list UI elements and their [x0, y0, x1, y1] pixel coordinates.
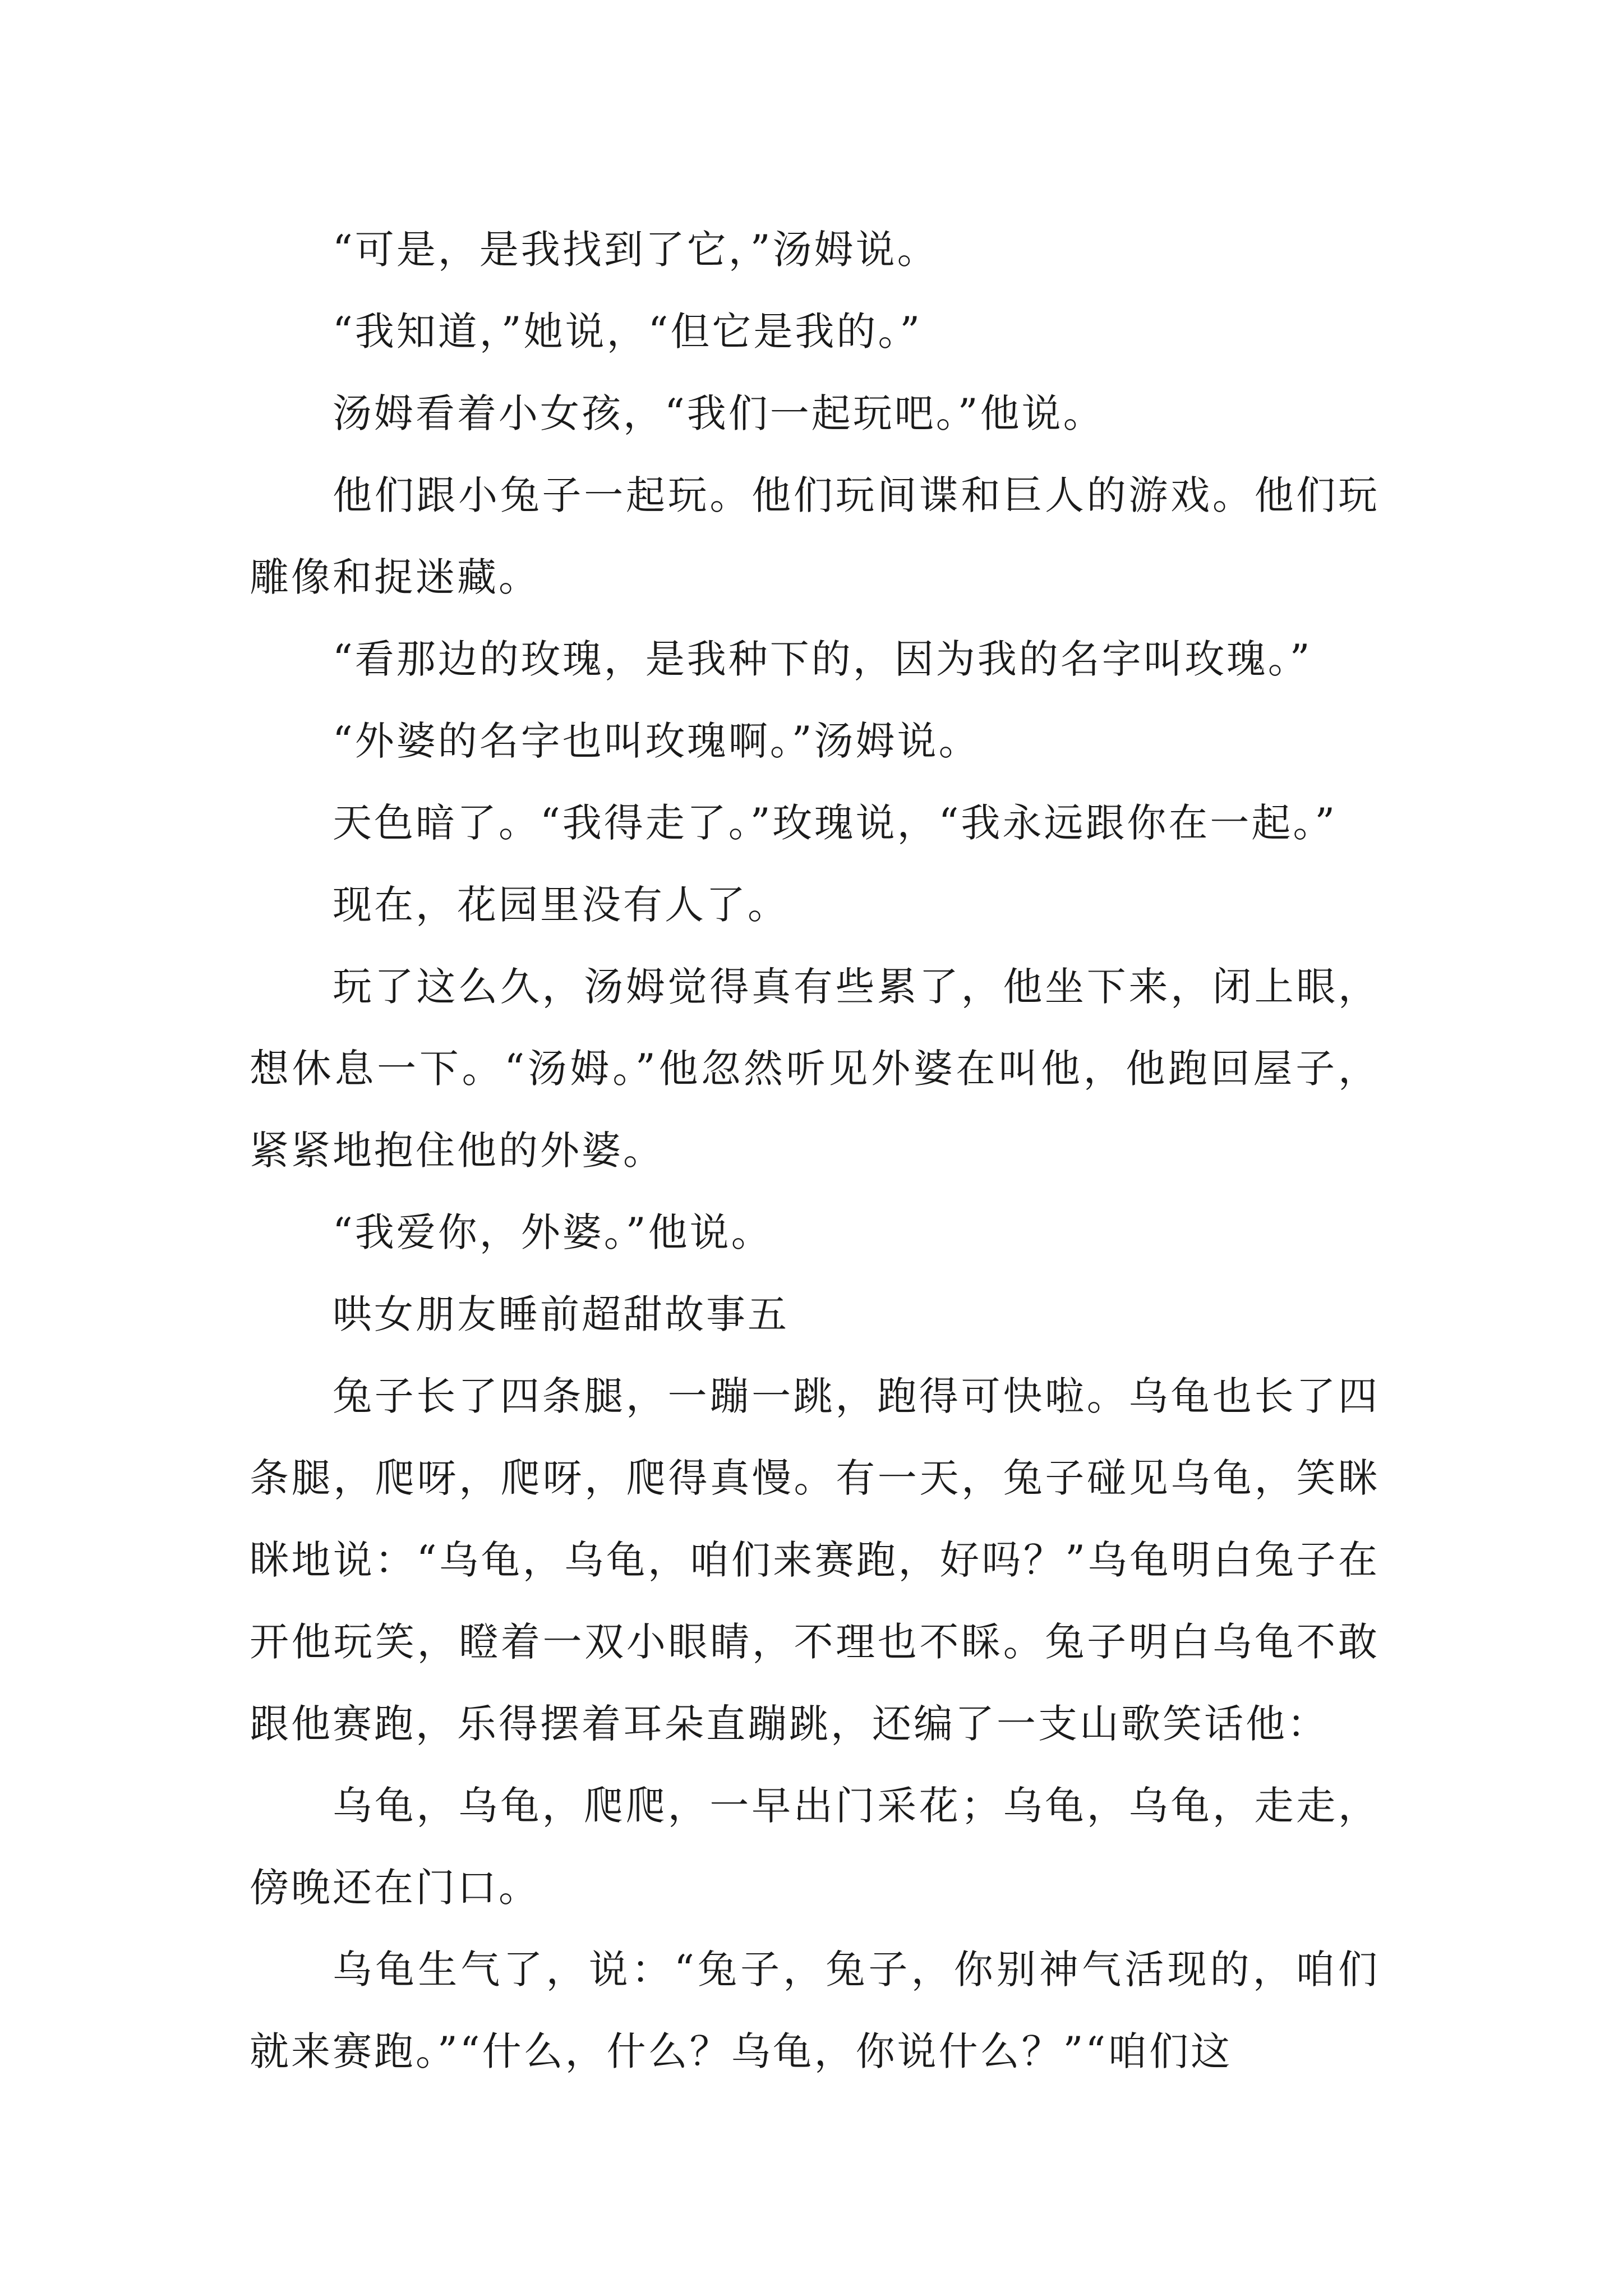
paragraph: 现在，花园里没有人了。	[333, 882, 789, 928]
paragraph: 玩了这么久，汤姆觉得真有些累了，他坐下来，闭上眼，想休息一下。“汤姆。”他忽然听见外婆在叫他，他跑回屋子，紧紧地抱住他的外婆。	[250, 964, 1380, 1174]
paragraph: 乌龟生气了，说：“兔子，兔子，你别神气活现的，咱们就来赛跑。”“什么，什么？乌龟，你说什么？”“咱们这	[250, 1947, 1380, 2074]
paragraph: “可是，是我找到了它，”汤姆说。	[333, 227, 939, 273]
paragraph: 他们跟小兔子一起玩。他们玩间谍和巨人的游戏。他们玩雕像和捉迷藏。	[250, 472, 1380, 600]
paragraph: “我爱你，外婆。”他说。	[333, 1209, 773, 1255]
document-body	[250, 209, 1380, 2092]
paragraph: 兔子长了四条腿，一蹦一跳，跑得可快啦。乌龟也长了四条腿，爬呀，爬呀，爬得真慢。有一天，兔子碰见乌龟，笑眯眯地说：“乌龟，乌龟，咱们来赛跑，好吗？”乌龟明白兔子在开他玩笑，瞪着一双小眼睛，不理也不睬。兔子明白乌龟不敢跟他赛跑，乐得摆着耳朵直蹦跳，还编了一支山歌笑话他：	[250, 1373, 1380, 1747]
paragraph: “看那边的玫瑰，是我种下的，因为我的名字叫玫瑰。”	[333, 636, 1312, 682]
paragraph: 天色暗了。“我得走了。”玫瑰说，“我永远跟你在一起。”	[333, 800, 1338, 846]
paragraph: “我知道，”她说，“但它是我的。”	[333, 309, 923, 355]
paragraph: 汤姆看着小女孩，“我们一起玩吧。”他说。	[333, 390, 1105, 436]
paragraph: “外婆的名字也叫玫瑰啊。”汤姆说。	[333, 718, 980, 764]
paragraph: 乌龟，乌龟，爬爬，一早出门采花；乌龟，乌龟，走走，傍晚还在门口。	[250, 1783, 1380, 1911]
section-heading: 哄女朋友睡前超甜故事五	[333, 1291, 789, 1337]
